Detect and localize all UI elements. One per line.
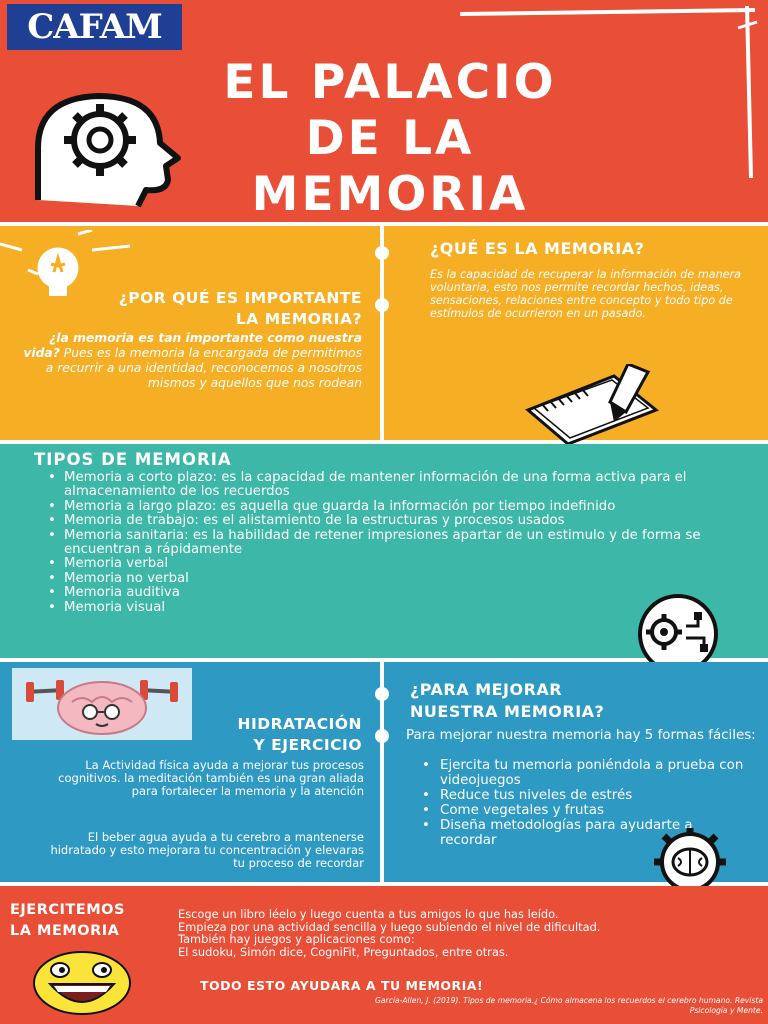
heading-line: ¿POR QUÉ ES IMPORTANTE (118, 289, 362, 307)
list-item: • Come vegetales y frutas (420, 803, 750, 818)
cafam-logo[interactable]: CAFAM (7, 4, 182, 50)
list-item: • Memoria a largo plazo: es aquella que guarda la información por tiempo indefinido (46, 500, 726, 514)
title-line: DE LA (305, 111, 475, 166)
why-important-heading (60, 288, 362, 330)
why-important-text (20, 331, 362, 391)
list-item: • Memoria sanitaria: es la habilidad de retener impresiones apartar de un estimulo y de forma se encuentran a rápidamente (46, 529, 726, 558)
memory-types-section (0, 444, 768, 662)
smiley-face-icon (30, 950, 134, 1016)
divider-dot (375, 729, 389, 743)
header-section (0, 0, 768, 222)
heading-line: Y EJERCICIO (253, 736, 362, 754)
exercise-section (0, 886, 768, 1024)
what-is-memory-heading: ¿QUÉ ES LA MEMORIA? (430, 239, 645, 258)
list-item: • Memoria a corto plazo: es la capacidad de mantener información de una forma activa para el almacenamiento de los recuerdos (46, 471, 726, 500)
exercise-text (178, 908, 738, 958)
heading-line: NUESTRA MEMORIA? (410, 702, 605, 721)
list-item: • Reduce tus niveles de estrés (420, 788, 750, 803)
exercise-line: También hay juegos y aplicaciones como: (178, 932, 415, 946)
why-body: Pues es la memoria la encargada de permitimos a recurrir a una identidad, reconocemos a nosotros mismos y aquellos que nos rodean (45, 346, 362, 390)
list-item: • Diseña metodologías para ayudarte a recordar (420, 818, 750, 848)
exercise-line: Escoge un libro léelo y luego cuenta a tus amigos lo que has leído. (178, 907, 559, 921)
closing-message: TODO ESTO AYUDARA A TU MEMORIA! (200, 978, 484, 993)
memory-info-section (0, 222, 768, 444)
improve-intro: Para mejorar nuestra memoria hay 5 formas fáciles: (406, 728, 756, 743)
divider-dot (375, 246, 389, 260)
heading-line: HIDRATACIÓN (237, 715, 362, 733)
corner-decoration (455, 0, 768, 182)
brain-dumbbell-icon (12, 668, 192, 740)
hydration-heading (196, 714, 362, 756)
hydration-paragraph: El beber agua ayuda a tu cerebro a mantenerse hidratado y esto mejorara tu concentración y elevaras tu proceso de recordar (50, 830, 364, 870)
list-item: • Ejercita tu memoria poniéndola a prueba con videojuegos (420, 758, 750, 788)
list-item: • Memoria auditiva (46, 586, 726, 600)
notepad-pencil-icon (522, 364, 662, 446)
types-heading: TIPOS DE MEMORIA (34, 450, 232, 469)
heading-line: LA MEMORIA (10, 923, 120, 939)
exercise-heading (10, 900, 125, 942)
head-gear-icon (28, 88, 188, 208)
list-item: • Memoria de trabajo: es el alistamiento de la estructuras y procesos usados (46, 514, 726, 528)
list-item: • Memoria no verbal (46, 572, 726, 586)
why-question: ¿la memoria es tan importante como nuestra vida? (23, 331, 362, 360)
heading-line: ¿PARA MEJORAR (410, 680, 563, 699)
title-line: EL PALACIO (223, 55, 557, 110)
exercise-line: Empieza por una actividad sencilla y luego subiendo el nivel de dificultad. (178, 919, 601, 934)
list-item: • Memoria visual (46, 601, 726, 615)
divider-dot (375, 687, 389, 701)
divider-dot (375, 298, 389, 312)
what-is-memory-text: Es la capacidad de recuperar la información de manera voluntaria, esto nos permite recordar hechos, ideas, sensaciones, relaciones entre concepto y todo tipo de estímulos de ocurrieron en un pasado. (430, 268, 741, 320)
heading-line: EJERCITEMOS (10, 902, 125, 918)
brain-dumbbell-illustration (12, 668, 192, 740)
gear-brain-icon (642, 828, 738, 890)
hydration-paragraph: La Actividad física ayuda a mejorar tus procesos cognitivos. la meditación también es una gran aliada para fortalecer la memoria y la atención (58, 758, 364, 798)
citation-text: García-Allen, J. (2019). Tipos de memoria.¿ Cómo almacena los recuerdos el cerebro humano. Revista Psicología y Mente. (375, 996, 763, 1015)
heading-line: LA MEMORIA? (235, 310, 362, 328)
title-line: MEMORIA (251, 167, 529, 222)
exercise-line: El sudoku, Simón dice, CogniFit, Preguntados, entre otras. (178, 944, 509, 959)
list-item: • Memoria verbal (46, 557, 726, 571)
improve-memory-section (0, 662, 768, 886)
improve-heading (410, 679, 604, 723)
